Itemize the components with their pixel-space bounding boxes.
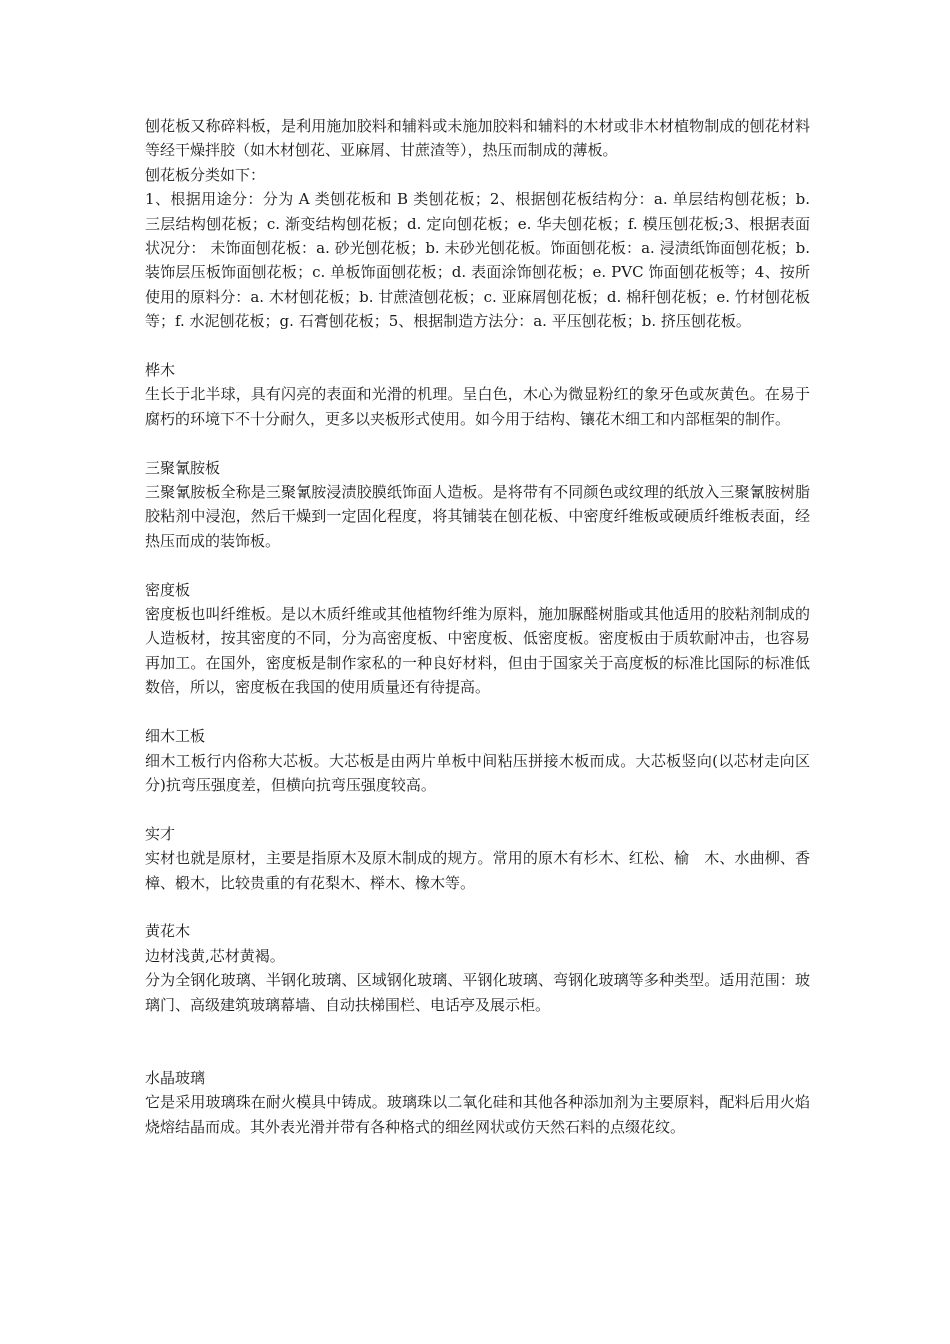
intro-paragraph-classification-title: 刨花板分类如下：	[145, 165, 266, 184]
section-body: 它是采用玻璃珠在耐火模具中铸成。玻璃珠以二氧化硅和其他各种添加剂为主要原料，配料后用火焰烧熔结晶而成。其外表光滑并带有各种格式的细丝网状或仿天然石料的点缀花纹。	[145, 1093, 810, 1136]
spacer	[145, 895, 810, 919]
section-melamine	[145, 456, 810, 554]
section-body: 分为全钢化玻璃、半钢化玻璃、区域钢化玻璃、平钢化玻璃、弯钢化玻璃等多种类型。适用范围：玻璃门、高级建筑玻璃幕墙、自动扶梯围栏、电话亭及展示柜。	[145, 971, 810, 1014]
section-body: 生长于北半球，具有闪亮的表面和光滑的机理。呈白色，木心为微显粉红的象牙色或灰黄色。在易于腐朽的环境下不十分耐久，更多以夹板形式使用。如今用于结构、镶花木细工和内部框架的制作。	[145, 385, 810, 428]
document-page	[145, 114, 810, 1139]
section-title: 黄花木	[145, 922, 191, 941]
spacer	[145, 431, 810, 455]
section-title: 实才	[145, 824, 176, 843]
spacer	[145, 334, 810, 358]
intro-paragraph-definition: 刨花板又称碎料板，是利用施加胶料和辅料或未施加胶料和辅料的木材或非木材植物制成的刨花材料等经干燥拌胶（如木材刨花、亚麻屑、甘蔗渣等），热压而制成的薄板。	[145, 117, 810, 160]
section-mdf	[145, 578, 810, 700]
section-huanghuamu	[145, 919, 810, 1017]
section-birch	[145, 358, 810, 431]
spacer	[145, 1017, 810, 1066]
section-body: 密度板也叫纤维板。是以木质纤维或其他植物纤维为原料，施加脲醛树脂或其他适用的胶粘剂制成的人造板材，按其密度的不同，分为高密度板、中密度板、低密度板。密度板由于质软耐冲击，也容易再加工。在国外，密度板是制作家私的一种良好材料，但由于国家关于高度板的标准比国际的标准低数倍，所以，密度板在我国的使用质量还有待提高。	[145, 605, 810, 697]
section-solid-wood	[145, 822, 810, 895]
section-body: 实材也就是原材，主要是指原木及原木制成的规方。常用的原木有杉木、红松、榆 木、水曲柳、香樟、椴木，比较贵重的有花梨木、榉木、橡木等。	[145, 849, 810, 892]
section-title: 密度板	[145, 580, 191, 599]
section-body: 三聚氰胺板全称是三聚氰胺浸渍胶膜纸饰面人造板。是将带有不同颜色或纹理的纸放入三聚氰胺树脂胶粘剂中浸泡，然后干燥到一定固化程度，将其铺装在刨花板、中密度纤维板或硬质纤维板表面，经热压而成的装饰板。	[145, 483, 810, 550]
spacer	[145, 553, 810, 577]
section-crystal-glass	[145, 1066, 810, 1139]
section-title: 细木工板	[145, 727, 206, 746]
section-body: 边材浅黄,芯材黄褐。	[145, 946, 285, 965]
section-body: 细木工板行内俗称大芯板。大芯板是由两片单板中间粘压拼接木板而成。大芯板竖向(以芯材走向区分)抗弯压强度差，但横向抗弯压强度较高。	[145, 751, 810, 794]
section-title: 桦木	[145, 361, 176, 380]
section-title: 三聚氰胺板	[145, 458, 221, 477]
section-title: 水晶玻璃	[145, 1068, 206, 1087]
intro-paragraph-classification-list: 1、根据用途分：分为 A 类刨花板和 B 类刨花板；2、根据刨花板结构分：a. 单层结构刨花板；b. 三层结构刨花板；c. 渐变结构刨花板；d. 定向刨花板；e. 华夫刨花板；f. 模压刨花板;3、根据表面状况分： 未饰面刨花板：a. 砂光刨花板；b. 未砂光刨花板。饰面刨花板：a. 浸渍纸饰面刨花板；b. 装饰层压板饰面刨花板；c. 单板饰面刨花板；d. 表面涂饰刨花板；e. PVC 饰面刨花板等；4、按所使用的原料分：a. 木材刨花板；b. 甘蔗渣刨花板；c. 亚麻屑刨花板；d. 棉秆刨花板；e. 竹材刨花板等；f. 水泥刨花板；g. 石膏刨花板；5、根据制造方法分：a. 平压刨花板；b. 挤压刨花板。	[145, 190, 810, 331]
section-blockboard	[145, 724, 810, 797]
spacer	[145, 797, 810, 821]
spacer	[145, 700, 810, 724]
